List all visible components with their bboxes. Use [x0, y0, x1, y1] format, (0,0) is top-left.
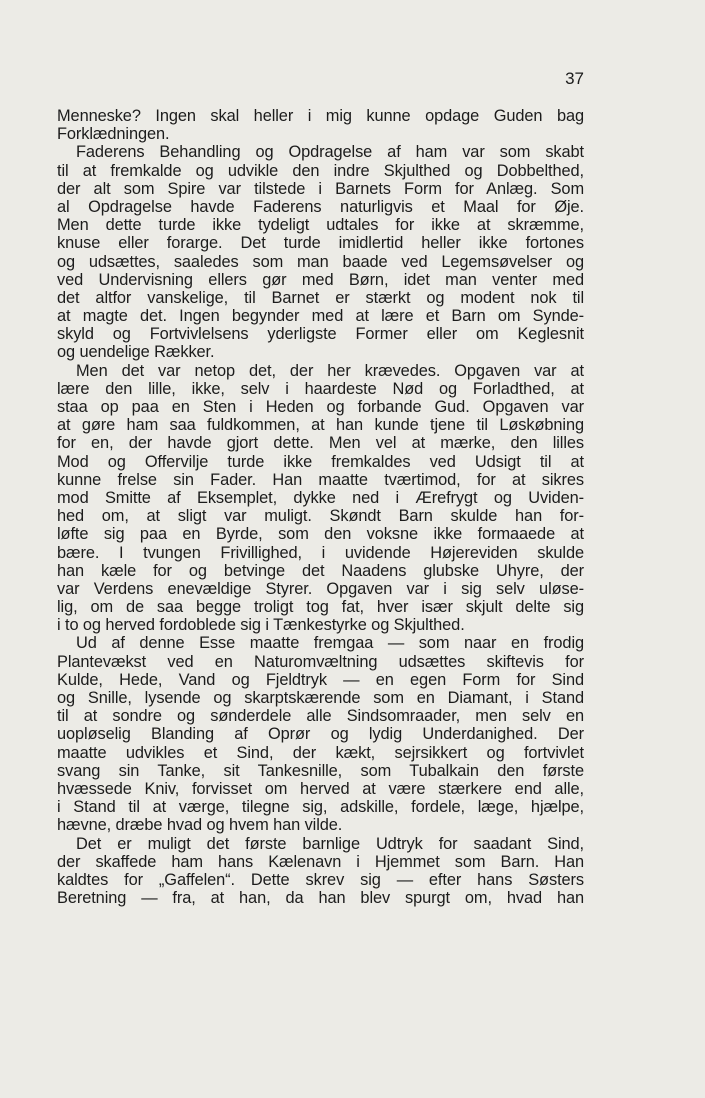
text-line: og Snille, lysende og skarptskærende som en Diamant, i Stand [57, 689, 584, 707]
text-line: maatte udvikles et Sind, der kækt, sejrsikkert og fortvivlet [57, 743, 584, 762]
text-line: Menneske? Ingen skal heller i mig kunne opdage Guden bag [57, 107, 584, 125]
text-line: Plantevækst ved en Naturomvæltning udsættes skiftevis for [57, 652, 584, 671]
text-line: Det er muligt det første barnlige Udtryk for saadant Sind, [76, 834, 584, 853]
text-line: og udsættes, saaledes som man baade ved Legemsøvelser og [57, 252, 584, 271]
text-line: der skaffede ham hans Kælenavn i Hjemmet som Barn. Han [57, 852, 584, 871]
body-text [57, 107, 584, 907]
text-line: hed om, at sligt var muligt. Skøndt Barn skulde han for- [57, 507, 584, 526]
text-line: bære. I tvungen Frivillighed, i uvidende Højereviden skulde [57, 543, 584, 562]
text-line: hævne, dræbe hvad og hvem han vilde. [57, 816, 343, 835]
text-line: Beretning — fra, at han, da han blev spurgt om, hvad han [57, 889, 584, 908]
text-line: at gøre ham saa fuldkommen, at han kunde tjene til Løskøbning [57, 416, 584, 435]
text-line: kunne frelse sin Fader. Han maatte tværtimod, for at sikres [57, 470, 584, 489]
text-line: der alt som Spire var tilstede i Barnets Form for Anlæg. Som [57, 179, 584, 198]
text-line: han kæle for og betvinge det Naadens glubske Uhyre, der [57, 561, 584, 580]
text-line: ved Undervisning ellers gør med Børn, idet man venter med [57, 270, 584, 289]
text-line: Men dette turde ikke tydeligt udtales for ikke at skræmme, [57, 216, 584, 235]
text-line: for en, der havde gjort dette. Men vel at mærke, den lilles [57, 434, 584, 453]
text-line: at magte det. Ingen begynder med at lære et Barn om Synde- [57, 307, 584, 326]
text-line: var Verdens enevældige Styrer. Opgaven var i sig selv uløse- [57, 579, 584, 598]
text-line: skyld og Fortvivlelsens yderligste Former eller om Keglesnit [57, 325, 584, 344]
text-line: Forklædningen. [57, 125, 170, 144]
text-line: i Stand til at værge, tilegne sig, adskille, fordele, læge, hjælpe, [57, 798, 584, 817]
text-line: til at sondre og sønderdele alle Sindsomraader, men selv en [57, 707, 584, 726]
text-line: svang sin Tanke, sit Tankesnille, som Tubalkain den første [57, 761, 584, 780]
text-line: Ud af denne Esse maatte fremgaa — som naar en frodig [76, 634, 584, 653]
text-line: lig, om de saa begge troligt tog fat, hver især skjult delte sig [57, 598, 584, 617]
text-line: mod Smitte af Eksemplet, dykke ned i Ærefrygt og Uviden- [57, 488, 584, 507]
text-line: Faderens Behandling og Opdragelse af ham var som skabt [76, 143, 584, 162]
text-line: hvæssede Kniv, forvisset om herved at være stærkere end alle, [57, 779, 584, 798]
text-line: knuse eller forarge. Det turde imidlertid heller ikke fortones [57, 234, 584, 253]
text-line: uopløselig Blanding af Oprør og lydig Underdanighed. Der [57, 725, 584, 744]
text-line: i to og herved fordoblede sig i Tænkestyrke og Skjulthed. [57, 616, 465, 635]
text-line: Kulde, Hede, Vand og Fjeldtryk — en egen Form for Sind [57, 670, 584, 689]
page-number: 37 [565, 69, 584, 88]
text-line: det altfor vanskelige, til Barnet er stærkt og modent nok til [57, 288, 584, 307]
text-line: Mod og Offervilje turde ikke fremkaldes ved Udsigt til at [57, 452, 584, 471]
text-line: Men det var netop det, der her krævedes. Opgaven var at [76, 361, 584, 380]
text-line: staa op paa en Sten i Heden og forbande Gud. Opgaven var [57, 398, 584, 416]
text-line: og uendelige Rækker. [57, 343, 215, 362]
text-line: kaldtes for „Gaffelen“. Dette skrev sig — efter hans Søsters [57, 870, 584, 889]
text-line: lære den lille, ikke, selv i haardeste Nød og Forladthed, at [57, 379, 584, 398]
text-line: til at fremkalde og udvikle den indre Skjulthed og Dobbelthed, [57, 161, 584, 180]
text-line: al Opdragelse havde Faderens naturligvis et Maal for Øje. [57, 197, 584, 216]
text-line: løfte sig paa en Byrde, som den voksne ikke formaaede at [57, 525, 584, 544]
